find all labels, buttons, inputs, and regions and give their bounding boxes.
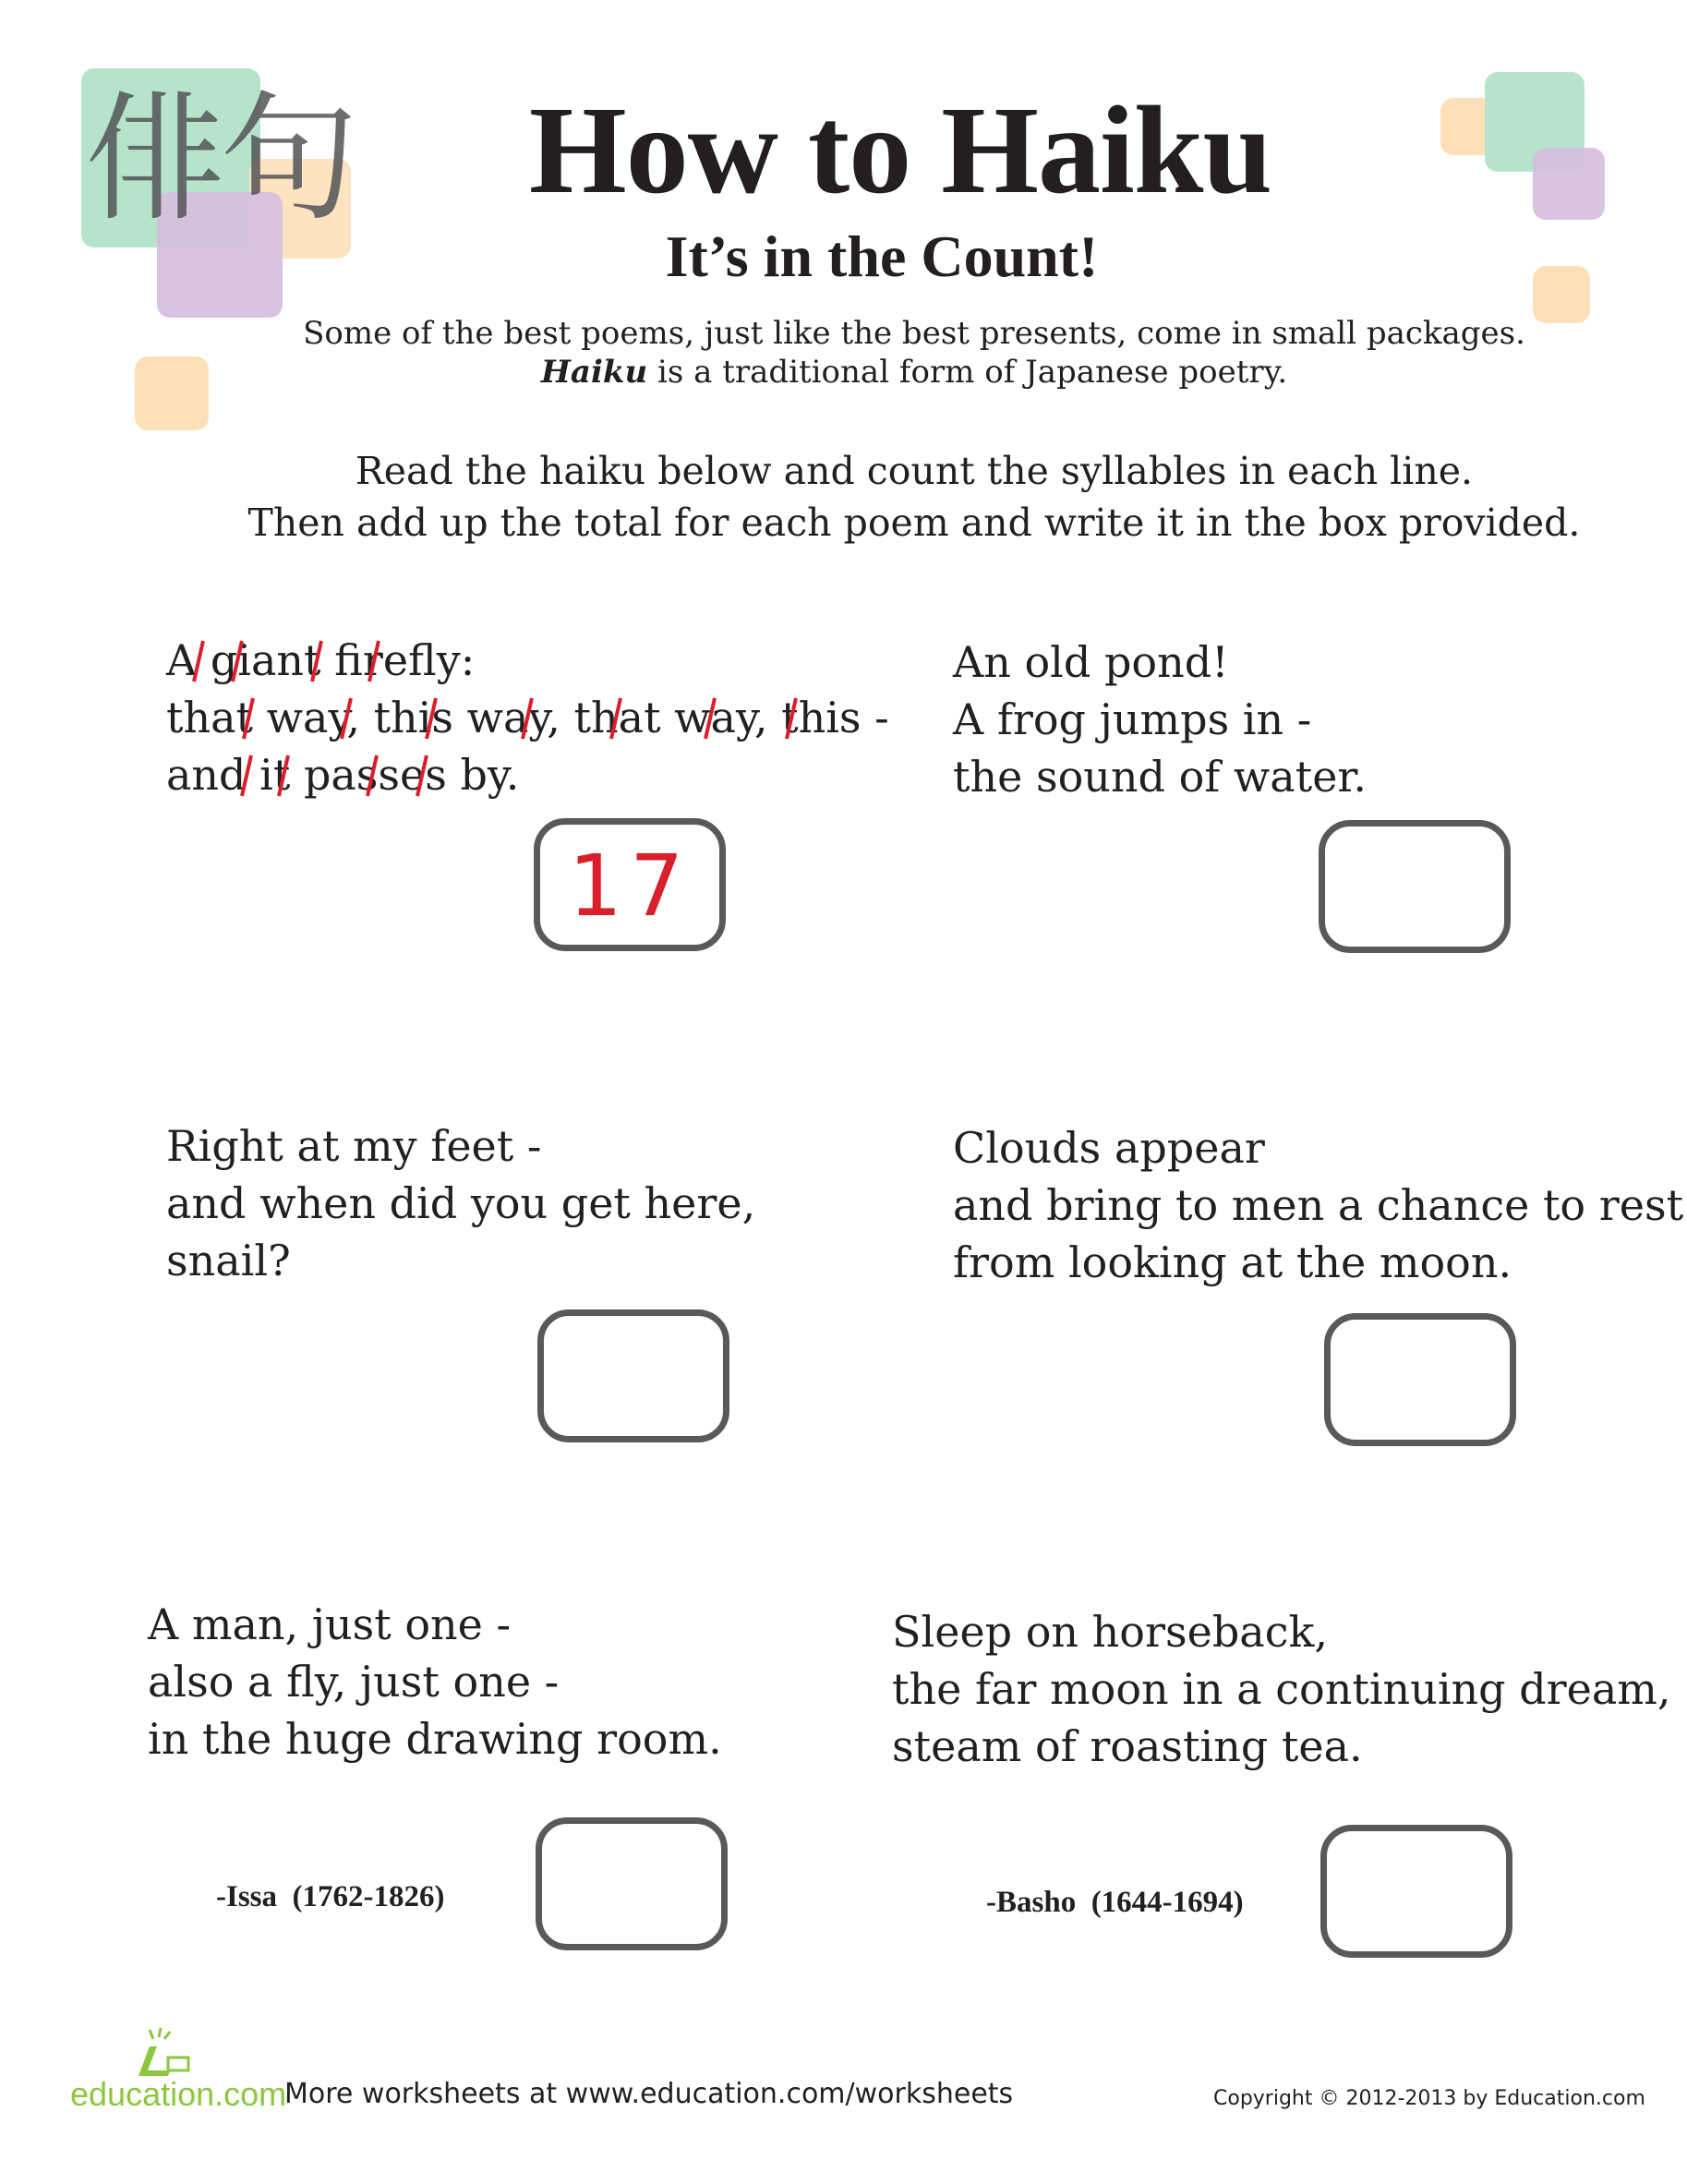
education-logo-text[interactable]: education.com (70, 2075, 287, 2113)
syllable-marks (0, 0, 1687, 831)
author-issa: -Issa (1762-1826) (216, 1880, 445, 1913)
haiku-clouds (953, 1119, 1683, 1291)
poem-line: and it passes by. (166, 750, 520, 800)
poem-line: also a fly, just one - (148, 1657, 560, 1707)
answer-box[interactable] (1320, 1825, 1512, 1958)
poem-line: the sound of water. (953, 752, 1367, 802)
instruction-line-2: Then add up the total for each poem and write it in the box provided. (247, 501, 1581, 545)
haiku-horseback (892, 1603, 1671, 1775)
poem-line: An old pond! (953, 637, 1229, 687)
poem-line: snail? (166, 1236, 291, 1285)
poem-line: from looking at the moon. (953, 1237, 1512, 1287)
haiku-kanji-logo: 俳句 (85, 79, 355, 240)
poem-line: and when did you get here, (166, 1178, 756, 1228)
answer-box[interactable] (537, 1309, 729, 1442)
poem-line: the far moon in a continuing dream, (892, 1664, 1671, 1714)
answer-box[interactable] (1319, 820, 1511, 953)
page-subtitle: It’s in the Count! (665, 223, 1099, 289)
poem-line: in the huge drawing room. (148, 1714, 722, 1764)
poem-line: A giant firefly: (166, 635, 476, 685)
poem-line: A man, just one - (148, 1599, 512, 1649)
page-title: How to Haiku (528, 81, 1272, 220)
haiku-old-pond (953, 633, 1367, 805)
haiku-man-and-fly (148, 1596, 722, 1768)
answer-box[interactable] (536, 1817, 728, 1950)
poem-line: A frog jumps in - (953, 694, 1312, 744)
poem-line: steam of roasting tea. (892, 1721, 1363, 1771)
poem-line: Right at my feet - (166, 1121, 542, 1171)
haiku-emphasis: Haiku (540, 354, 648, 391)
instruction-line-1: Read the haiku below and count the syllables in each line. (355, 449, 1474, 493)
intro-line-1: Some of the best poems, just like the best presents, come in small packages. (303, 315, 1525, 352)
copyright: Copyright © 2012-2013 by Education.com (1213, 2087, 1645, 2110)
education-logo-icon (129, 2026, 194, 2081)
poem-line: that way, this way, that way, this - (166, 693, 889, 742)
answer-box[interactable] (534, 818, 726, 951)
poem-line: Sleep on horseback, (892, 1607, 1328, 1657)
intro-line-2-rest: is a traditional form of Japanese poetry. (647, 354, 1288, 391)
worksheets-link[interactable]: More worksheets at www.education.com/worksheets (284, 2078, 1014, 2110)
answer-value: 17 (568, 837, 692, 935)
poem-line: and bring to men a chance to rest (953, 1180, 1684, 1230)
poem-line: Clouds appear (953, 1123, 1265, 1173)
author-basho: -Basho (1644-1694) (986, 1886, 1244, 1919)
answer-box[interactable] (1324, 1313, 1516, 1446)
haiku-snail (166, 1117, 755, 1289)
